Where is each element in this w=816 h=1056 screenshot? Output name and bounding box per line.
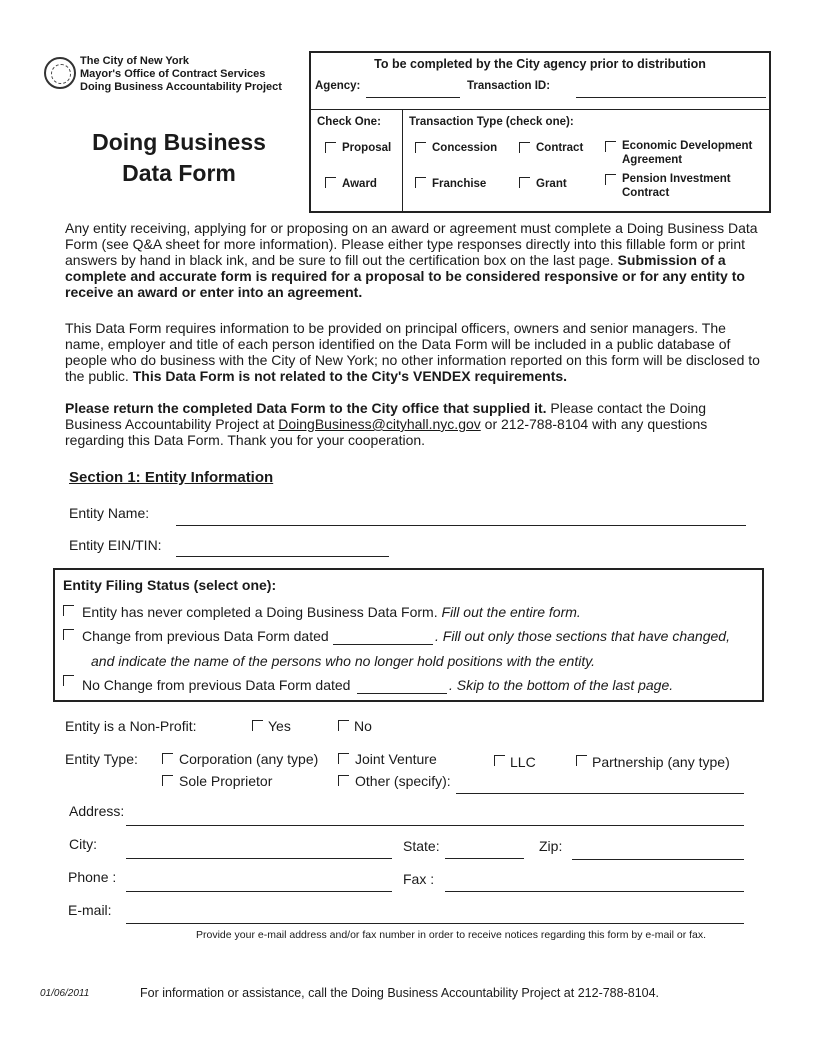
filing-option-2-note-2: and indicate the name of the persons who no longer hold positions with the entity. <box>91 653 596 669</box>
agency-box <box>309 51 771 213</box>
filing-option-1-text: Entity has never completed a Doing Business Data Form. <box>82 604 438 620</box>
filing-option-1 <box>82 604 581 620</box>
concession-label: Concession <box>432 142 498 154</box>
intro-paragraph-2 <box>65 320 760 384</box>
no-change-date-field[interactable] <box>357 693 447 694</box>
other-specify-field[interactable] <box>456 793 744 794</box>
other-checkbox[interactable] <box>338 775 349 786</box>
contract-label: Contract <box>536 142 584 154</box>
corporation-label: Corporation (any type) <box>179 751 319 767</box>
filing-option-2-note: . Fill out only those sections that have changed, <box>435 628 730 644</box>
grant-label: Grant <box>536 178 567 190</box>
fax-label: Fax : <box>403 871 435 887</box>
intro-p2-bold: This Data Form is not related to the City's VENDEX requirements. <box>132 368 568 384</box>
pension-investment-label-2: Contract <box>622 187 670 199</box>
filing-option-3-note: . Skip to the bottom of the last page. <box>449 677 674 693</box>
agency-label: Agency: <box>315 80 361 92</box>
zip-field[interactable] <box>572 859 744 860</box>
intro-p3-text-b: or 212-788-8104 with any questions regarding this Data Form. Thank you for your cooperation. <box>65 416 708 448</box>
award-label: Award <box>342 178 377 190</box>
other-label: Other (specify): <box>355 773 451 789</box>
nonprofit-yes-checkbox[interactable] <box>252 720 263 731</box>
agency-box-column-divider <box>402 109 403 211</box>
filing-option-1-note: Fill out the entire form. <box>441 604 581 620</box>
llc-checkbox[interactable] <box>494 755 505 766</box>
address-label: Address: <box>69 803 125 819</box>
email-field[interactable] <box>126 923 744 924</box>
nyc-seal-icon <box>44 57 76 89</box>
partnership-checkbox[interactable] <box>576 755 587 766</box>
org-line-2: Mayor's Office of Contract Services <box>80 68 266 80</box>
city-label: City: <box>69 836 97 852</box>
intro-p3-bold: Please return the completed Data Form to the City office that supplied it. <box>65 400 547 416</box>
entity-ein-field[interactable] <box>176 556 389 557</box>
filing-option-3-text: No Change from previous Data Form dated <box>82 677 351 693</box>
entity-name-field[interactable] <box>176 525 746 526</box>
filing-status-box <box>53 568 764 702</box>
city-field[interactable] <box>126 858 392 859</box>
nonprofit-no-checkbox[interactable] <box>338 720 349 731</box>
contract-checkbox[interactable] <box>519 142 530 153</box>
entity-type-label: Entity Type: <box>65 751 138 767</box>
filing-option-2-text: Change from previous Data Form dated <box>82 628 329 644</box>
sole-proprietor-label: Sole Proprietor <box>179 773 273 789</box>
form-title-line-1: Doing Business <box>92 129 266 155</box>
nonprofit-no-label: No <box>354 718 372 734</box>
phone-label: Phone : <box>68 869 117 885</box>
intro-p1-text: Any entity receiving, applying for or proposing on an award or agreement must complete a Doing Business Data Form (see Q&A sheet for more information). Please either type responses directly into this fillable form or print answers by hand in black ink, and be sure to fill out the certification box on the last page. <box>65 220 758 268</box>
transaction-id-field[interactable] <box>576 97 766 98</box>
corporation-checkbox[interactable] <box>162 753 173 764</box>
nonprofit-yes-label: Yes <box>268 718 291 734</box>
contact-email-link[interactable]: DoingBusiness@cityhall.nyc.gov <box>278 416 481 432</box>
entity-ein-label: Entity EIN/TIN: <box>69 537 162 553</box>
intro-p2-text: This Data Form requires information to be provided on principal officers, owners and senior managers. The name, employer and title of each person identified on the Data Form will be included in a public database of people who do business with the City of New York; no other information reported on this form will be disclosed to the public. <box>65 320 760 384</box>
form-date: 01/06/2011 <box>40 988 90 999</box>
check-one-label: Check One: <box>317 116 381 128</box>
fax-field[interactable] <box>445 891 744 892</box>
footer-info: For information or assistance, call the Doing Business Accountability Project at 212-788-8104. <box>140 986 660 1000</box>
transaction-id-label: Transaction ID: <box>467 80 551 92</box>
intro-paragraph-3 <box>65 400 760 448</box>
franchise-checkbox[interactable] <box>415 177 426 188</box>
award-checkbox[interactable] <box>325 177 336 188</box>
intro-p3-text-a: Please contact the Doing Business Accountability Project at <box>65 400 707 432</box>
state-field[interactable] <box>445 858 524 859</box>
change-date-field[interactable] <box>333 644 433 645</box>
agency-field[interactable] <box>366 97 460 98</box>
change-from-previous-checkbox[interactable] <box>63 629 74 640</box>
zip-label: Zip: <box>539 838 563 854</box>
pension-investment-checkbox[interactable] <box>605 174 616 185</box>
form-title-line-2: Data Form <box>122 160 236 186</box>
phone-field[interactable] <box>126 891 392 892</box>
economic-development-label-2: Agreement <box>622 154 683 166</box>
economic-development-label-1: Economic Development <box>622 140 753 152</box>
intro-p1-bold: Submission of a complete and accurate form is required for a proposal to be considered responsive or for any entity to receive an award or enter into an agreement. <box>65 252 745 300</box>
partnership-label: Partnership (any type) <box>592 754 730 770</box>
joint-venture-label: Joint Venture <box>355 751 437 767</box>
agency-box-divider <box>311 109 769 110</box>
address-field[interactable] <box>126 825 744 826</box>
org-line-3: Doing Business Accountability Project <box>80 81 282 93</box>
proposal-checkbox[interactable] <box>325 142 336 153</box>
section-1-heading: Section 1: Entity Information <box>69 469 274 486</box>
franchise-label: Franchise <box>432 178 487 190</box>
joint-venture-checkbox[interactable] <box>338 753 349 764</box>
org-line-1: The City of New York <box>80 55 190 67</box>
nonprofit-label: Entity is a Non-Profit: <box>65 718 197 734</box>
economic-development-checkbox[interactable] <box>605 141 616 152</box>
filing-status-heading: Entity Filing Status (select one): <box>63 577 277 593</box>
transaction-type-label: Transaction Type (check one): <box>409 116 574 128</box>
email-label: E-mail: <box>68 902 112 918</box>
agency-box-heading: To be completed by the City agency prior to distribution <box>374 57 706 71</box>
never-completed-checkbox[interactable] <box>63 605 74 616</box>
email-note: Provide your e-mail address and/or fax number in order to receive notices regarding this form by e-mail or fax. <box>196 929 707 941</box>
grant-checkbox[interactable] <box>519 177 530 188</box>
proposal-label: Proposal <box>342 142 392 154</box>
entity-name-label: Entity Name: <box>69 505 150 521</box>
sole-proprietor-checkbox[interactable] <box>162 775 173 786</box>
state-label: State: <box>403 838 440 854</box>
concession-checkbox[interactable] <box>415 142 426 153</box>
pension-investment-label-1: Pension Investment <box>622 173 731 185</box>
llc-label: LLC <box>510 754 536 770</box>
intro-paragraph-1 <box>65 220 760 300</box>
no-change-checkbox[interactable] <box>63 675 74 686</box>
